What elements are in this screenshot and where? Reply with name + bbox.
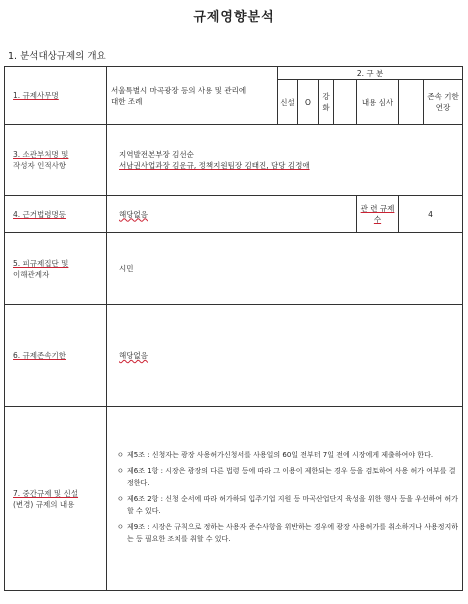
- list-item: ㅇ 제9조 : 시장은 규칙으로 정하는 사용자 준수사항을 위반하는 경우에 광장 사용허가를 취소하거나 사용정지하는 등 필요한 조치를 취할 수 있다.: [117, 522, 459, 543]
- regulation-content-list: [107, 443, 462, 555]
- document-title: 규제영향분석: [193, 10, 275, 25]
- table-row: [5, 196, 463, 233]
- table-row: [5, 407, 463, 591]
- expiry-value: 해당없음: [107, 305, 463, 407]
- category-new: 신설: [278, 80, 298, 125]
- related-regulation-count-value: 4: [399, 196, 463, 233]
- table-row: [5, 233, 463, 305]
- category-content-review-mark: [399, 80, 424, 125]
- category-content-review: 내용 심사: [357, 80, 399, 125]
- contents-value: [107, 407, 463, 591]
- section-heading: 1. 분석대상규제의 개요: [8, 51, 106, 62]
- table-row: [5, 67, 463, 80]
- category-header: 2. 구 분: [278, 67, 463, 80]
- list-item: ㅇ 제5조 : 신청자는 광장 사용허가신청서를 사용일의 60일 전부터 7일 전에 시장에게 제출하여야 한다.: [117, 450, 434, 459]
- category-new-mark: O: [298, 80, 319, 125]
- list-item: ㅇ 제6조 1항 : 시장은 광장의 다른 법령 등에 따라 그 이용이 제한되는 경우 등을 검토하여 사용 허가 여부를 결정한다.: [117, 466, 456, 487]
- table-row: [5, 125, 463, 196]
- table-row: [5, 305, 463, 407]
- category-extension: 존속 기한 연장: [424, 80, 463, 125]
- contents-label: 7. 중간규제 및 신설 (변경) 규제의 내용: [5, 407, 107, 591]
- regulation-overview-table: [4, 66, 463, 591]
- category-strengthen: 강화: [319, 80, 334, 125]
- department-value: 지역발전본부장 김선순 서남권사업과장 김운규, 정책지원팀장 김태진, 담당 김정애: [107, 125, 463, 196]
- legal-basis-label: 4. 근거법령명등: [5, 196, 107, 233]
- targets-value: 시민: [107, 233, 463, 305]
- department-label: 3. 소관부처명 및 작성자 인적사항: [5, 125, 107, 196]
- regulation-name-label: 1. 규제사무명: [5, 67, 107, 125]
- list-item: ㅇ 제6조 2항 : 신청 순서에 따라 허가하되 입주기업 지원 등 마곡산업단지 육성을 위한 행사 등을 우선하여 허가할 수 있다.: [117, 494, 458, 515]
- regulation-name-value: 서울특별시 마곡광장 등의 사용 및 관리에 대한 조례: [107, 67, 278, 125]
- legal-basis-value: 해당없음: [107, 196, 357, 233]
- expiry-label: 6. 규제존속기한: [5, 305, 107, 407]
- targets-label: 5. 피규제집단 및 이해관계자: [5, 233, 107, 305]
- category-strengthen-mark: [334, 80, 357, 125]
- related-regulation-count-label: 관 련 규제수: [357, 196, 399, 233]
